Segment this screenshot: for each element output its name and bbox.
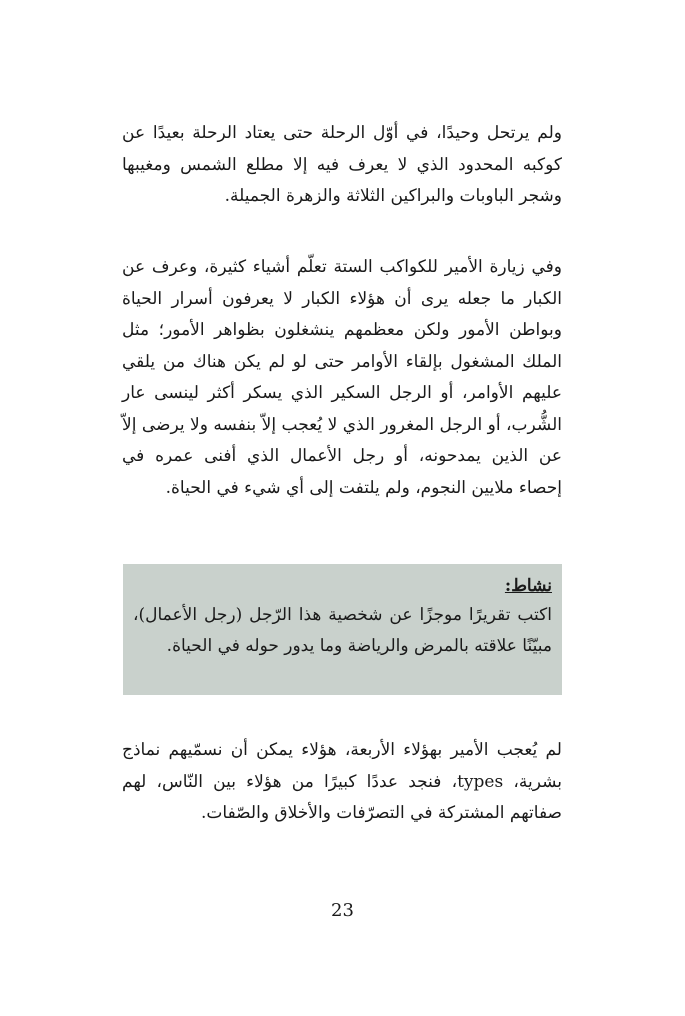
paragraph-prince-departure: ولم يرتحل وحيدًا، في أوّل الرحلة حتى يعتاد الرحلة بعيدًا عن كوكبه المحدود الذي لا يعرف فيه إلا مطلع الشمس ومغيبها وشجر الباوبات والبراكين الثلاثة والزهرة الجميلة. — [122, 123, 562, 206]
activity-title: نشاط: — [504, 576, 552, 596]
page-number: 23 — [331, 900, 354, 921]
paragraph-human-types: لم يُعجب الأمير بهؤلاء الأربعة، هؤلاء يمكن أن نسمّيهم نماذج بشرية، types، فنجد عددًا كبيرًا من هؤلاء بين النّاس، لهم صفاتهم المشتركة في التصرّفات والأخلاق والصّفات. — [122, 740, 562, 823]
paragraph-six-planets: وفي زيارة الأمير للكواكب الستة تعلّم أشياء كثيرة، وعرف عن الكبار ما جعله يرى أن هؤلاء الكبار لا يعرفون أسرار الحياة وبواطن الأمور ولكن معظمهم ينشغلون بظواهر الأمور؛ مثل الملك المشغول بإلقاء الأوامر حتى لو لم يكن هناك من يلقي عليهم الأوامر، أو الرجل السكير الذي يسكر أكثر لينسى عار الشُّرب، أو الرجل المغرور الذي لا يُعجب إلاّ بنفسه ولا يرضى إلاّ عن الذين يمدحونه، أو رجل الأعمال الذي أفنى عمره في إحصاء ملايين النجوم، ولم يلتفت إلى أي شيء في الحياة. — [122, 257, 562, 498]
activity-text: اكتب تقريرًا موجزًا عن شخصية هذا الرّجل (رجل الأعمال)، مبيّنًا علاقته بالمرض والرياضة وما يدور حوله في الحياة. — [133, 605, 552, 656]
activity-box — [123, 564, 562, 695]
